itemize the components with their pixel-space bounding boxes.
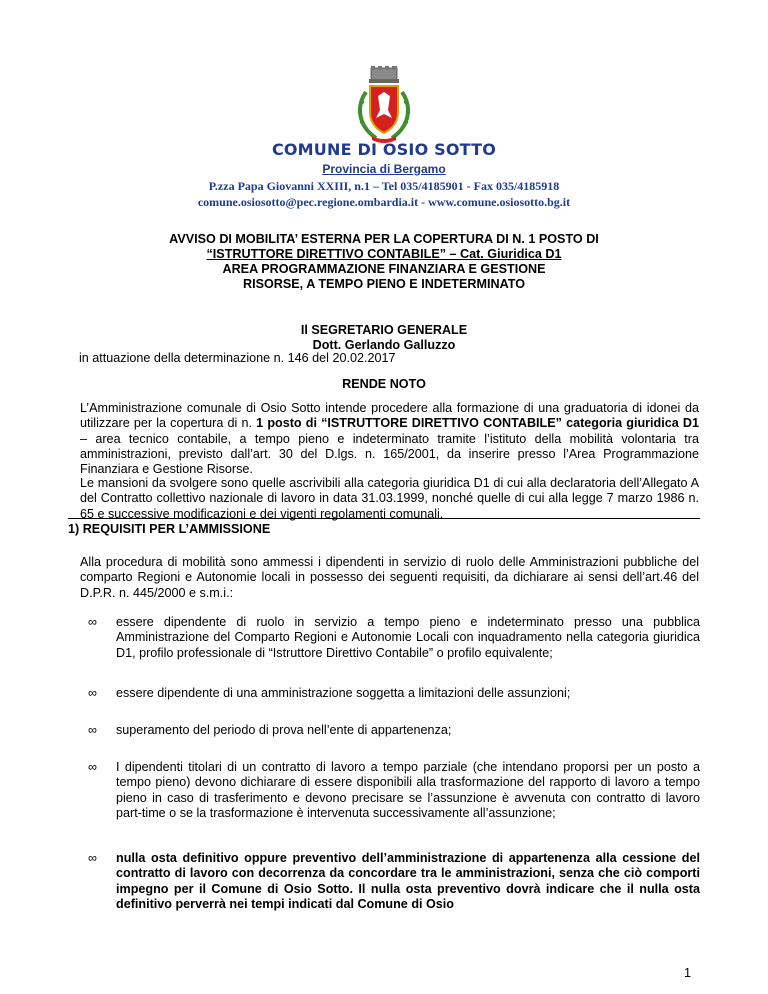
province-name: Provincia di Bergamo — [322, 162, 446, 176]
intro-text-b: 1 posto di “ISTRUTTORE DIRETTIVO CONTABILE” categoria giuridica D1 — [256, 416, 699, 431]
signatory-name: Dott. Gerlando Galluzzo — [312, 338, 456, 352]
section-divider — [68, 518, 700, 519]
bullet-marker: ∞ — [88, 723, 97, 737]
requirement-text: essere dipendente di ruolo in servizio a tempo pieno e indeterminato presso una pubblica Amministrazione del Comparto Regioni e Autonomie Locali con inquadramento nella categoria giuridica D1, profilo professionale di “Istruttore Direttivo Contabile” o profilo equivalente; — [116, 615, 700, 660]
title-line-2: “ISTRUTTORE DIRETTIVO CONTABILE” – Cat. Giuridica D1 — [206, 247, 562, 261]
title-line-1: AVVISO DI MOBILITA’ ESTERNA PER LA COPERTURA DI N. 1 POSTO DI — [169, 232, 599, 246]
intro-paragraph — [80, 401, 699, 477]
signatory-role: Il SEGRETARIO GENERALE — [300, 323, 468, 337]
determination-reference: in attuazione della determinazione n. 146 del 20.02.2017 — [79, 351, 396, 365]
duties-paragraph: Le mansioni da svolgere sono quelle ascrivibili alla categoria giuridica D1 di cui alla declaratoria dell’Allegato A del Contratto collettivo nazionale di lavoro in data 31.03.1999, nonché quelle di cui alla legge 7 marzo 1986 n. 65 e successive modificazioni e dei vigenti regolamenti comunali. — [80, 476, 699, 521]
requirement-text: essere dipendente di una amministrazione soggetta a limitazioni delle assunzioni; — [116, 686, 571, 700]
requirement-text: superamento del periodo di prova nell’ente di appartenenza; — [116, 723, 452, 737]
bullet-marker: ∞ — [88, 686, 97, 700]
bullet-marker: ∞ — [88, 615, 97, 629]
municipality-name: COMUNE DI OSIO SOTTO — [271, 140, 497, 159]
contact-line: comune.osiosotto@pec.regione.ombardia.it - www.comune.osiosotto.bg.it — [197, 195, 571, 209]
bullet-marker: ∞ — [88, 851, 97, 865]
rende-noto-heading: RENDE NOTO — [342, 377, 426, 391]
title-line-4: RISORSE, A TEMPO PIENO E INDETERMINATO — [243, 277, 525, 291]
municipal-coat-of-arms — [354, 66, 414, 146]
section-heading-requirements: 1) REQUISITI PER L’AMMISSIONE — [68, 522, 271, 536]
notice-title — [0, 232, 768, 292]
requirements-intro: Alla procedura di mobilità sono ammessi i dipendenti in servizio di ruolo delle Amministrazioni pubbliche del comparto Regioni e Autonomie locali in possesso dei seguenti requisiti, da dichiarare ai sensi dell’art.46 del D.P.R. n. 445/2000 e s.m.i.: — [80, 555, 699, 600]
signatory-block — [0, 323, 768, 353]
intro-text-a: L’Amministrazione comunale di Osio Sotto intende procedere alla formazione di una graduatoria di idonei da utilizzare per la copertura di n. — [80, 401, 699, 431]
address-line: P.zza Papa Giovanni XXIII, n.1 – Tel 035/4185901 - Fax 035/4185918 — [208, 179, 560, 193]
bullet-marker: ∞ — [88, 760, 97, 774]
title-line-3: AREA PROGRAMMAZIONE FINANZIARA E GESTIONE — [222, 262, 546, 276]
requirement-text: nulla osta definitivo oppure preventivo dell’amministrazione di appartenenza alla cessione del contratto di lavoro con decorrenza da concordare tra le amministrazioni, senza che ciò comporti impegno per il Comune di Osio Sotto. Il nulla osta preventivo dovrà indicare che il nulla osta definitivo perverrà nei tempi indicati dal Comune di Osio — [116, 851, 700, 911]
page-number: 1 — [684, 966, 692, 980]
intro-text-c: – area tecnico contabile, a tempo pieno e indeterminato tramite l’istituto della mobilità volontaria tra amministrazioni, previsto dall’art. 30 del D.lgs. n. 165/2001, da inserire presso l’Area Programmazione Finanziara e Gestione Risorse. — [80, 431, 699, 477]
requirement-text: I dipendenti titolari di un contratto di lavoro a tempo parziale (che intendano proporsi per un posto a tempo pieno) devono dichiarare di essere disponibili alla trasformazione del rapporto di lavoro a tempo pieno in caso di trasferimento e devono precisare se l’assunzione è avvenuta con contratto di lavoro part-time o se la trasformazione è intervenuta successivamente all’assunzione; — [116, 760, 700, 820]
